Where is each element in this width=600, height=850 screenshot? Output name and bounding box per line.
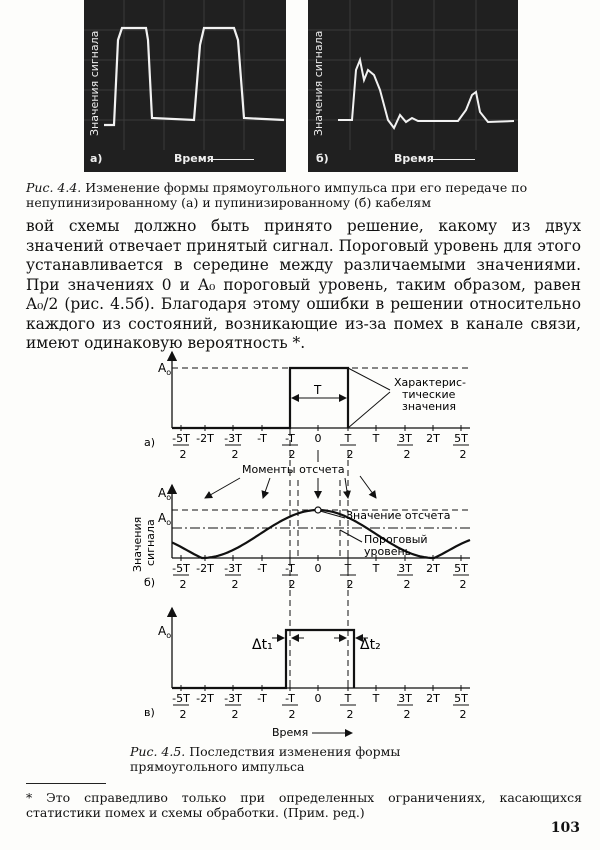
panel-c-ticks [172,685,469,721]
tick-label: 2T [426,562,440,575]
tick-label: 2T [426,692,440,705]
osc-b-ylabel: Значения сигнала [312,30,325,136]
tick-denominator: 2 [346,448,354,461]
dt1-label: Δt₁ [252,637,273,653]
panel-c-a0: $A_o$ [158,624,172,640]
sampling-moments: Моменты отсчета [242,463,345,476]
osc-a-tag: а) [90,152,103,165]
tick-denominator: 2 [459,578,467,591]
fig44-caption [26,180,582,210]
threshold-label-1: Пороговый [364,533,428,546]
tick-label: T [344,562,352,575]
tick-label: 0 [314,432,322,445]
char-values-1: Характерис- [394,376,466,389]
tick-denominator: 2 [288,448,296,461]
panel-a-tag: а) [144,436,156,449]
osc-a-ylabel: Значения сигнала [88,30,101,136]
tick-denominator: 2 [403,448,411,461]
tick-label: 3T [398,432,412,445]
guide-lines [290,410,348,685]
tick-label: T [344,432,352,445]
char-values-3: значения [402,400,457,413]
tick-label: -T [257,692,267,705]
sample-point [315,507,321,513]
osc-b-arrow [430,159,475,160]
oscillogram-b-trace [308,0,518,172]
tick-label: -2T [196,432,214,445]
body-text [26,217,581,354]
tick-label: -T [257,432,267,445]
tick-label: -T [257,562,267,575]
fig44-caption-text: Изменение формы прямоугольного импульса при его передаче по непупинизированному (а) и пупинизированному (б) кабелям [26,180,528,210]
figure-4-5-svg [0,350,600,750]
tick-label: -T [285,432,295,445]
threshold-label-2: уровень [364,545,412,558]
ylabel-b-1: Значения [131,516,144,572]
ylabel-b-2: сигнала [144,519,157,566]
tick-label: -5T [172,432,190,445]
tick-denominator: 2 [179,448,187,461]
tick-label: T [344,692,352,705]
tick-denominator: 2 [403,578,411,591]
panel-b-a0-bottom: $A_o$ [158,511,172,527]
oscillogram-b [308,0,518,172]
tick-denominator: 2 [179,708,187,721]
tick-label: -3T [224,562,242,575]
panel-c [144,608,470,739]
fig45-caption [130,744,460,774]
tick-denominator: 2 [288,708,296,721]
tick-label: -3T [224,692,242,705]
tick-label: T [372,432,380,445]
dt2-label: Δt₂ [360,637,381,653]
tick-label: -T [285,692,295,705]
figure-4-5 [0,350,600,750]
panel-b-a0: $A_o$ [158,486,172,502]
tick-label: T [372,692,380,705]
osc-a-xlabel: Время [174,152,214,165]
panel-a-ticks [172,425,469,461]
tick-label: 2T [426,432,440,445]
footnote-rule [26,783,106,784]
tick-denominator: 2 [459,708,467,721]
tick-denominator: 2 [346,708,354,721]
char-values-2: тические [402,388,456,401]
tick-label: -5T [172,562,190,575]
panel-a-a0: $A_o$ [158,361,172,377]
osc-b-xlabel: Время [394,152,434,165]
tick-label: 5T [454,432,468,445]
tick-label: 3T [398,562,412,575]
tick-label: -3T [224,432,242,445]
panel-a-t-label: T [314,383,322,397]
fig45-caption-text: Последствия изменения формы прямоугольного импульса [130,744,401,774]
tick-denominator: 2 [346,578,354,591]
fig44-caption-label: Рис. 4.4. [26,180,82,195]
tick-label: -2T [196,692,214,705]
tick-label: 3T [398,692,412,705]
tick-label: 5T [454,692,468,705]
tick-label: -T [285,562,295,575]
body-paragraph: вой схемы должно быть принято решение, какому из двух значений отвечает принятый сигнал. Пороговый уровень для этого устанавливается в середине между различаемыми значениями. При значениях 0 и A₀ пороговый уровень, таким образом, равен A₀/2 (рис. 4.5б). Благодаря этому ошибки в решении относительно каждого из состояний, возникающие из-за помех в канале связи, имеют одинаковую вероятность *. [26,217,581,352]
tick-label: T [372,562,380,575]
tick-denominator: 2 [179,578,187,591]
footnote: * Это справедливо только при определенных ограничениях, касающихся статистики помех и схемы обработки. (Прим. ред.) [26,790,582,820]
page-number: 103 [550,820,580,836]
fig45-caption-label: Рис. 4.5. [130,744,186,759]
panel-c-tag: в) [144,706,155,719]
panel-b-ticks [172,555,469,591]
tick-denominator: 2 [231,448,239,461]
tick-denominator: 2 [231,708,239,721]
osc-b-tag: б) [316,152,329,165]
oscillogram-a [84,0,286,172]
tick-denominator: 2 [231,578,239,591]
tick-denominator: 2 [288,578,296,591]
sample-value-label: Значение отсчета [346,509,451,522]
time-axis-label: Время [272,726,309,739]
tick-label: 0 [314,692,322,705]
osc-a-arrow [209,159,254,160]
oscillogram-a-trace [84,0,286,172]
tick-denominator: 2 [403,708,411,721]
tick-denominator: 2 [459,448,467,461]
tick-label: 5T [454,562,468,575]
tick-label: 0 [314,562,322,575]
tick-label: -5T [172,692,190,705]
panel-b-tag: б) [144,576,156,589]
panel-a [144,352,470,449]
tick-label: -2T [196,562,214,575]
